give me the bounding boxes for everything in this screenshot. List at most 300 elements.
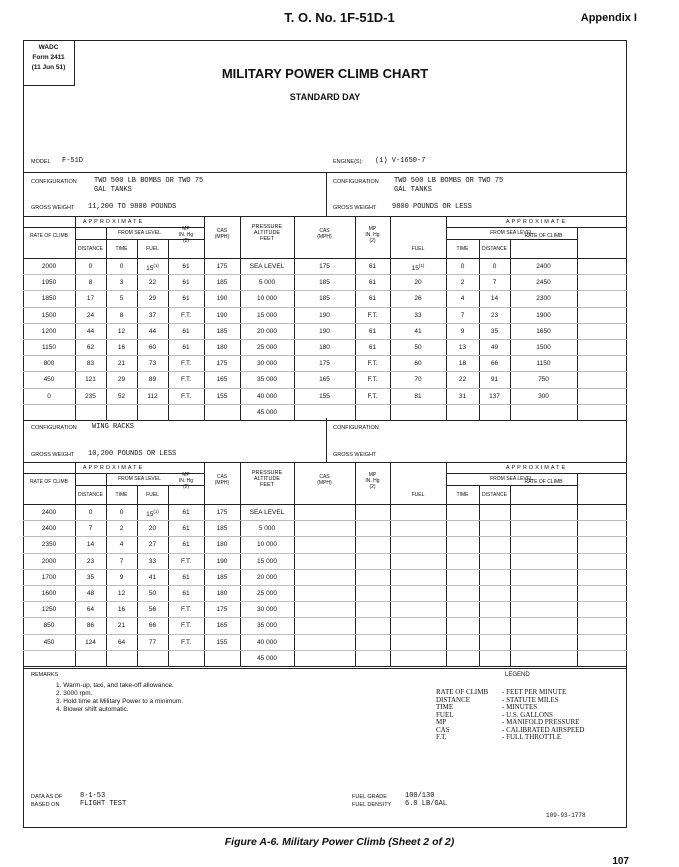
table-cell: 0	[492, 263, 497, 270]
table-cell: 190	[216, 557, 228, 565]
table-cell: 800	[43, 360, 55, 368]
table-cell: 165	[216, 376, 228, 384]
table-cell: 1200	[41, 327, 57, 335]
table-cell: 175	[319, 360, 330, 368]
table-cell: F.T.	[367, 360, 378, 368]
rate-of-climb-header: RATE OF CLIMB	[30, 479, 68, 485]
table-cell: 31	[458, 392, 467, 400]
row-line	[23, 307, 627, 308]
table-cell: 50	[148, 590, 157, 597]
gross-weight-label: GROSS WEIGHT	[31, 452, 75, 458]
table-cell: 185	[216, 279, 228, 287]
table-cell: 7	[492, 279, 497, 287]
legend-term: CAS	[436, 725, 450, 734]
table-cell: 21	[117, 360, 126, 368]
block1-left-config: TWO 500 LB BOMBS OR TWO 75 GAL TANKS	[94, 177, 204, 194]
table-cell: 190	[319, 327, 330, 335]
remark-4: 4. Blower shift automatic.	[56, 706, 129, 713]
table-cell: 20 000	[257, 573, 277, 581]
from-sea-level-header: FROM SEA LEVEL	[118, 230, 161, 236]
table-line	[479, 485, 480, 666]
table-cell: 50	[414, 344, 422, 351]
table-cell: 190	[216, 311, 228, 319]
table-cell: 2400	[41, 509, 57, 516]
gross-weight-label: GROSS WEIGHT	[31, 205, 75, 211]
table-cell: 27	[148, 541, 157, 549]
table-cell: 137	[489, 392, 500, 400]
table-cell: 22	[458, 376, 467, 384]
table-cell: 15$^{(1)}$	[146, 509, 159, 519]
rate-of-climb-header: RATE OF CLIMB	[30, 233, 68, 239]
table-cell: 24	[86, 311, 95, 319]
table-cell: F.T.	[180, 392, 192, 400]
table-cell: 165	[216, 622, 228, 630]
table-cell: 20	[414, 279, 422, 287]
cas-header: CAS (MPH)	[317, 228, 332, 240]
table-cell: 61	[368, 263, 377, 270]
table-cell: F.T.	[180, 622, 192, 630]
table-cell: 33	[148, 557, 157, 565]
table-cell: 66	[490, 360, 499, 368]
chart-subtitle: STANDARD DAY	[289, 92, 361, 102]
fuel-header: FUEL	[146, 492, 159, 498]
table-cell: 45 000	[257, 654, 277, 662]
row-line	[23, 355, 627, 356]
row-line	[23, 634, 627, 635]
table-cell: 64	[86, 606, 95, 614]
remarks-label: REMARKS	[31, 672, 59, 678]
cas-header: CAS (MPH)	[214, 228, 230, 240]
remark-1: 1. Warm-up, taxi, and take-off allowance.	[56, 682, 174, 689]
table-cell: 450	[43, 638, 55, 646]
table-cell: 185	[216, 573, 228, 581]
gross-weight-label: GROSS WEIGHT	[333, 452, 377, 458]
table-cell: 41	[414, 327, 422, 335]
table-cell: 185	[216, 525, 228, 533]
table-cell: 2300	[536, 295, 551, 303]
table-cell: 124	[85, 638, 96, 646]
table-cell: 66	[148, 622, 157, 630]
table-cell: F.T.	[180, 606, 192, 614]
table-line	[446, 473, 627, 474]
table-cell: 8	[119, 311, 124, 319]
table-cell: 61	[182, 573, 190, 581]
row-line	[23, 371, 627, 372]
fuel-density-value: 6.0 LB/GAL	[405, 800, 448, 808]
row-line	[23, 617, 627, 618]
figure-caption: Figure A-6. Military Power Climb (Sheet 2 of 2)	[224, 836, 455, 848]
table-cell: 12	[117, 327, 126, 335]
table-cell: 35 000	[257, 622, 277, 630]
distance-header: DISTANCE	[78, 492, 103, 498]
table-cell: 73	[148, 360, 157, 368]
table-cell: 61	[182, 344, 190, 351]
model-label: MODEL	[31, 159, 51, 165]
block1-left-gross: 11,200 TO 9800 POUNDS	[88, 203, 177, 211]
engine-label: ENGINE(S):	[333, 159, 363, 165]
table-cell: 22	[148, 279, 157, 287]
cas-header: CAS (MPH)	[214, 474, 230, 486]
table-cell: 89	[148, 376, 157, 384]
row-line	[23, 650, 627, 651]
based-on-value: FLIGHT TEST	[80, 800, 127, 808]
table-cell: 20 000	[257, 327, 277, 335]
table-cell: 61	[182, 279, 190, 287]
block1-right-config: TWO 500 LB BOMBS OR TWO 75 GAL TANKS	[394, 177, 504, 194]
table-cell: 61	[182, 509, 190, 516]
table-cell: F.T.	[180, 638, 192, 646]
table-line	[446, 485, 577, 486]
table-cell: 45 000	[257, 408, 277, 416]
legend-definition: - U.S. GALLONS	[502, 710, 553, 719]
table-cell: 61	[368, 279, 377, 287]
table-cell: 185	[319, 295, 330, 303]
based-on-label: BASED ON	[31, 802, 60, 808]
table-cell: 16	[117, 344, 126, 351]
table-cell: 0	[460, 263, 465, 270]
table-cell: 17	[86, 295, 95, 303]
table-cell: 15$^{(1)}$	[146, 263, 159, 273]
time-header: TIME	[456, 492, 469, 498]
table-cell: 62	[86, 344, 95, 351]
document-code: 109-93-1778	[546, 812, 586, 819]
table-cell: 2	[119, 525, 124, 533]
table-cell: 40 000	[257, 638, 277, 646]
table-cell: SEA LEVEL	[249, 263, 285, 270]
data-as-of-value: 8-1-53	[80, 792, 106, 800]
table-cell: 25 000	[257, 344, 277, 351]
table-line	[446, 239, 577, 240]
table-cell: 8	[88, 279, 93, 287]
table-cell: 23	[86, 557, 95, 565]
table-cell: 165	[319, 376, 330, 384]
table-cell: 1700	[41, 573, 57, 581]
table-line	[23, 258, 627, 259]
table-cell: 35	[86, 573, 95, 581]
row-line	[23, 601, 627, 602]
mp-header: MP IN. Hg (2)	[178, 472, 194, 490]
form-line-2: Form 2411	[32, 54, 65, 61]
approximate-header: APPROXIMATE	[82, 465, 145, 471]
cas-header: CAS (MPH)	[317, 474, 332, 486]
table-cell: 2	[460, 279, 465, 287]
table-cell: 15 000	[257, 557, 277, 565]
table-cell: 52	[117, 392, 126, 400]
table-cell: F.T.	[180, 557, 192, 565]
row-line	[23, 323, 627, 324]
table-line	[23, 420, 627, 421]
table-cell: 7	[88, 525, 93, 533]
time-header: TIME	[456, 246, 469, 252]
form-line-1: WADC	[38, 44, 59, 51]
table-cell: F.T.	[367, 392, 378, 400]
legend-definition: - STATUTE MILES	[502, 695, 559, 704]
mp-header: MP IN. Hg (2)	[365, 226, 380, 244]
row-line	[23, 339, 627, 340]
table-cell: 41	[148, 573, 157, 581]
table-cell: 185	[216, 327, 228, 335]
table-cell: 61	[182, 541, 190, 549]
table-cell: 86	[86, 622, 95, 630]
table-cell: 1650	[536, 327, 551, 335]
gross-weight-label: GROSS WEIGHT	[333, 205, 377, 211]
table-cell: 850	[43, 622, 55, 630]
fuel-grade-label: FUEL GRADE	[352, 794, 387, 800]
remark-2: 2. 3000 rpm.	[56, 690, 93, 697]
table-cell: 35	[490, 327, 499, 335]
config-label: CONFIGURATION	[333, 425, 379, 431]
table-cell: 7	[119, 557, 124, 565]
row-line	[23, 536, 627, 537]
table-cell: 30 000	[257, 360, 277, 368]
legend-term: MP	[436, 718, 447, 726]
table-cell: 175	[216, 360, 228, 368]
legend-definition: - CALIBRATED AIRSPEED	[502, 725, 585, 734]
page-number: 107	[612, 856, 629, 867]
table-cell: 1500	[41, 311, 57, 319]
table-cell: 70	[414, 376, 422, 384]
table-cell: 112	[147, 392, 158, 400]
table-cell: SEA LEVEL	[249, 509, 285, 516]
table-cell: 14	[490, 295, 499, 303]
table-cell: 190	[319, 311, 330, 319]
table-cell: 9	[119, 573, 124, 581]
form-line-3: (11 Jun 51)	[31, 64, 66, 71]
table-cell: 175	[216, 606, 228, 614]
block2-left-config: WING RACKS	[92, 423, 135, 431]
approximate-header: APPROXIMATE	[505, 219, 568, 225]
row-line	[23, 274, 627, 275]
table-cell: 12	[117, 590, 126, 597]
table-cell: 61	[182, 327, 190, 335]
from-sea-level-header: FROM SEA LEVEL	[490, 476, 533, 482]
legend-label: LEGEND	[505, 672, 530, 678]
table-line	[446, 227, 627, 228]
rate-of-climb-header: RATE OF CLIMB	[524, 233, 563, 239]
table-cell: 61	[182, 263, 190, 270]
table-line	[23, 504, 627, 505]
block1-right-gross: 9800 POUNDS OR LESS	[392, 203, 472, 211]
table-cell: 37	[148, 311, 157, 319]
table-cell: 49	[490, 344, 499, 351]
config-label: CONFIGURATION	[31, 179, 77, 185]
table-cell: 64	[117, 638, 126, 646]
distance-header: DISTANCE	[482, 492, 507, 498]
time-header: TIME	[115, 492, 128, 498]
table-cell: 2450	[536, 279, 551, 287]
from-sea-level-header: FROM SEA LEVEL	[118, 476, 161, 482]
fuel-grade-value: 100/130	[405, 792, 435, 800]
table-cell: 56	[148, 606, 157, 614]
pressure-altitude-header: PRESSURE ALTITUDE FEET	[251, 224, 283, 242]
table-cell: 2000	[41, 557, 57, 565]
table-cell: 180	[216, 344, 228, 351]
pressure-altitude-header: PRESSURE ALTITUDE FEET	[251, 470, 283, 488]
table-cell: 29	[117, 376, 126, 384]
table-cell: 180	[216, 590, 228, 597]
rate-of-climb-header: RATE OF CLIMB	[524, 479, 563, 485]
table-line	[510, 485, 511, 666]
row-line	[23, 404, 627, 405]
table-cell: 61	[182, 590, 190, 597]
table-cell: 175	[319, 263, 330, 270]
remark-3: 3. Hold time at Military Power to a minimum.	[56, 698, 184, 705]
table-cell: 91	[490, 376, 499, 384]
table-cell: 77	[148, 638, 157, 646]
table-cell: 121	[85, 376, 96, 384]
table-cell: 175	[216, 263, 228, 270]
table-cell: 0	[119, 263, 124, 270]
table-cell: F.T.	[180, 311, 192, 319]
chart-title: MILITARY POWER CLIMB CHART	[221, 66, 429, 81]
mp-header: MP IN. Hg (2)	[365, 472, 380, 490]
fuel-header: FUEL	[411, 246, 425, 252]
table-cell: 10 000	[257, 541, 277, 549]
approximate-header: APPROXIMATE	[505, 465, 568, 471]
table-cell: 10 000	[257, 295, 277, 303]
table-cell: 44	[86, 327, 95, 335]
divider	[23, 172, 627, 173]
table-cell: 0	[88, 263, 93, 270]
table-cell: 190	[216, 295, 228, 303]
table-cell: 1150	[536, 360, 551, 368]
table-cell: 235	[85, 392, 96, 400]
table-cell: 1500	[536, 344, 551, 351]
table-cell: F.T.	[367, 376, 378, 384]
table-cell: 1950	[41, 279, 57, 287]
table-cell: 155	[216, 638, 228, 646]
legend-term: F.T.	[436, 733, 447, 741]
table-cell: 2400	[41, 525, 57, 533]
table-cell: 2350	[41, 541, 57, 549]
config-label: CONFIGURATION	[31, 425, 77, 431]
table-cell: 21	[117, 622, 126, 630]
table-cell: 1150	[42, 344, 56, 351]
table-cell: 25 000	[257, 590, 277, 597]
table-cell: 61	[182, 295, 190, 303]
row-line	[23, 520, 627, 521]
row-line	[23, 585, 627, 586]
table-cell: 61	[368, 327, 377, 335]
footnote-marker: (1)	[153, 263, 159, 268]
time-header: TIME	[115, 246, 128, 252]
table-cell: 300	[538, 392, 549, 400]
table-cell: 60	[148, 344, 157, 351]
legend-term: FUEL	[436, 710, 454, 719]
table-cell: 35 000	[257, 376, 277, 384]
table-cell: 185	[319, 279, 330, 287]
table-cell: 2400	[536, 263, 551, 270]
table-cell: 30 000	[257, 606, 277, 614]
table-cell: 155	[319, 392, 330, 400]
table-cell: 180	[319, 344, 330, 351]
distance-header: DISTANCE	[78, 246, 103, 252]
table-cell: 61	[182, 525, 190, 533]
table-cell: 450	[43, 376, 55, 384]
table-cell: 33	[414, 311, 422, 319]
row-line	[23, 388, 627, 389]
table-cell: 40 000	[257, 392, 277, 400]
table-cell: 1250	[41, 606, 57, 614]
row-line	[23, 290, 627, 291]
table-cell: 1850	[41, 295, 57, 303]
table-cell: 81	[414, 392, 422, 400]
table-cell: 15$^{(1)}$	[411, 263, 425, 273]
row-line	[23, 553, 627, 554]
legend-definition: - MINUTES	[502, 703, 538, 711]
table-cell: 0	[88, 509, 93, 516]
table-cell: 0	[119, 509, 124, 516]
distance-header: DISTANCE	[482, 246, 507, 252]
table-cell: 5 000	[258, 279, 276, 287]
table-cell: 20	[148, 525, 157, 533]
legend-definition: - MANIFOLD PRESSURE	[502, 718, 580, 726]
table-line	[294, 462, 295, 666]
table-cell: 0	[47, 392, 51, 400]
table-cell: 60	[414, 360, 422, 368]
table-cell: F.T.	[180, 376, 192, 384]
table-cell: 3	[119, 279, 124, 287]
table-cell: 15 000	[257, 311, 277, 319]
table-cell: 1900	[536, 311, 551, 319]
legend-term: DISTANCE	[436, 695, 471, 704]
table-line	[23, 666, 627, 667]
table-cell: 29	[148, 295, 157, 303]
table-cell: F.T.	[180, 360, 192, 368]
data-as-of-label: DATA AS OF	[31, 794, 63, 800]
footnote-marker: (1)	[418, 263, 425, 268]
table-cell: 18	[458, 360, 467, 368]
block2-left-gross: 10,200 POUNDS OR LESS	[88, 450, 177, 458]
table-cell: 155	[216, 392, 228, 400]
table-cell: 61	[368, 295, 377, 303]
appendix-label: Appendix I	[580, 12, 637, 24]
table-cell: 2000	[41, 263, 57, 270]
table-cell: 9	[460, 327, 465, 335]
approximate-header: APPROXIMATE	[82, 219, 145, 225]
table-cell: 23	[490, 311, 499, 319]
row-line	[23, 569, 627, 570]
table-cell: 750	[538, 376, 549, 384]
table-cell: F.T.	[367, 311, 378, 319]
table-line	[355, 462, 356, 666]
table-cell: 180	[216, 541, 228, 549]
table-cell: 26	[414, 295, 422, 303]
table-cell: 16	[117, 606, 126, 614]
fuel-header: FUEL	[411, 492, 425, 498]
table-cell: 5 000	[258, 525, 276, 533]
legend-definition: - FULL THROTTLE	[502, 733, 562, 741]
table-cell: 4	[460, 295, 465, 303]
table-cell: 7	[460, 311, 465, 319]
table-cell: 44	[148, 327, 157, 335]
table-cell: 83	[86, 360, 95, 368]
table-cell: 175	[216, 509, 228, 516]
legend-definition: - FEET PER MINUTE	[502, 688, 567, 696]
table-cell: 1600	[41, 590, 57, 597]
table-cell: 48	[86, 590, 95, 597]
legend-term: TIME	[436, 703, 454, 711]
to-number: T. O. No. 1F-51D-1	[284, 10, 395, 25]
mp-header: MP IN. Hg (2)	[178, 226, 194, 244]
table-cell: 14	[86, 541, 95, 549]
table-cell: 13	[458, 344, 467, 351]
fuel-header: FUEL	[146, 246, 159, 252]
engine-value: (1) V-1650-7	[375, 157, 426, 165]
fuel-density-label: FUEL DENSITY	[352, 802, 392, 808]
legend-term: RATE OF CLIMB	[436, 688, 489, 696]
table-cell: 4	[119, 541, 124, 549]
